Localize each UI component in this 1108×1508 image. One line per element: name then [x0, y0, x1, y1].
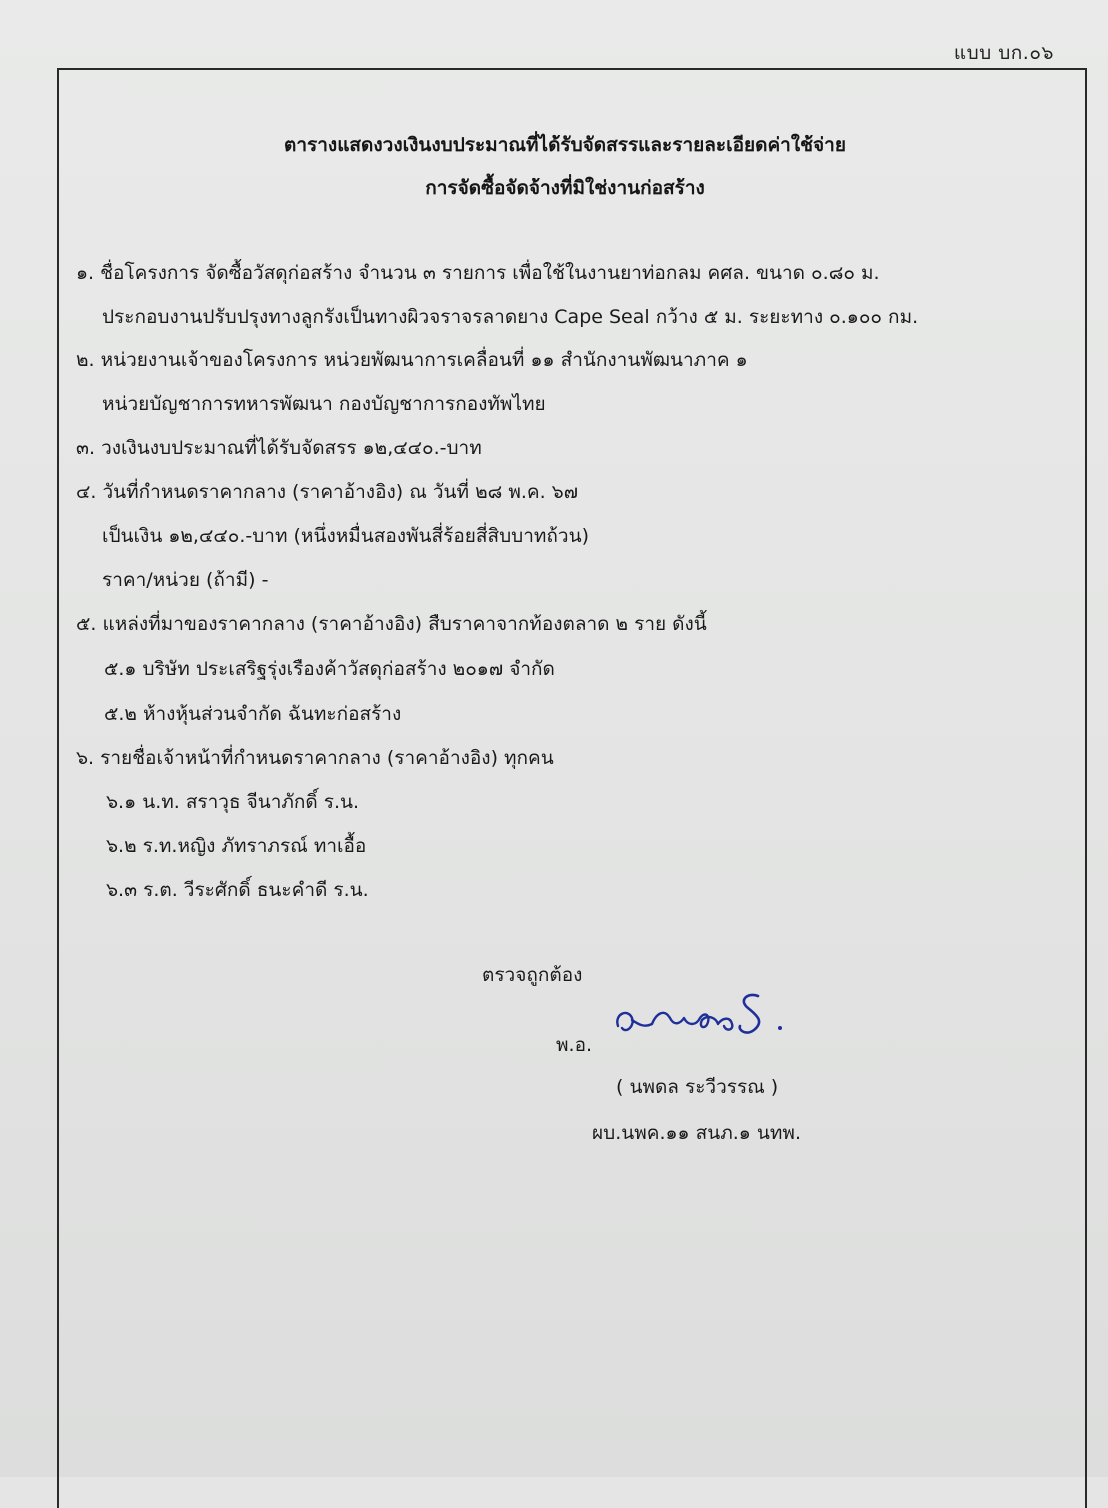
item-4-line-2: เป็นเงิน ๑๒,๔๔๐.-บาท (หนึ่งหมื่นสองพันสี่ร้อยสี่สิบบาทถ้วน) — [102, 525, 589, 547]
item-5-1: ๕.๑ บริษัท ประเสริฐรุ่งเรืองค้าวัสดุก่อสร้าง ๒๐๑๗ จำกัด — [104, 658, 555, 680]
document-title-line2: การจัดซื้อจัดจ้างที่มิใช่งานก่อสร้าง — [425, 177, 705, 199]
item-6-2: ๖.๒ ร.ท.หญิง ภัทราภรณ์ ทาเอื้อ — [106, 835, 367, 857]
item-1-line-2: ประกอบงานปรับปรุงทางลูกรังเป็นทางผิวจราจรลาดยาง Cape Seal กว้าง ๕ ม. ระยะทาง ๐.๑๐๐ กม. — [102, 306, 919, 328]
item-6-line-1: ๖. รายชื่อเจ้าหน้าที่กำหนดราคากลาง (ราคาอ้างอิง) ทุกคน — [76, 747, 554, 769]
signer-position: ผบ.นพค.๑๑ สนภ.๑ นทพ. — [592, 1122, 801, 1144]
item-2-line-1: ๒. หน่วยงานเจ้าของโครงการ หน่วยพัฒนาการเคลื่อนที่ ๑๑ สำนักงานพัฒนาภาค ๑ — [76, 349, 748, 371]
item-4-line-3: ราคา/หน่วย (ถ้ามี) - — [102, 569, 269, 591]
item-5-line-1: ๕. แหล่งที่มาของราคากลาง (ราคาอ้างอิง) สืบราคาจากท้องตลาด ๒ ราย ดังนี้ — [76, 613, 707, 635]
item-2-line-2: หน่วยบัญชาการทหารพัฒนา กองบัญชาการกองทัพไทย — [102, 393, 546, 415]
item-5-2: ๕.๒ ห้างหุ้นส่วนจำกัด ฉันทะก่อสร้าง — [104, 703, 402, 725]
document-title-line1: ตารางแสดงวงเงินงบประมาณที่ได้รับจัดสรรและรายละเอียดค่าใช้จ่าย — [284, 134, 846, 156]
signer-rank: พ.อ. — [556, 1034, 593, 1056]
verified-label: ตรวจถูกต้อง — [482, 964, 583, 986]
item-6-3: ๖.๓ ร.ต. วีระศักดิ์ ธนะคำดี ร.น. — [106, 879, 369, 901]
form-code: แบบ บก.๐๖ — [953, 42, 1054, 64]
item-3-line-1: ๓. วงเงินงบประมาณที่ได้รับจัดสรร ๑๒,๔๔๐.-บาท — [76, 437, 482, 459]
item-6-1: ๖.๑ น.ท. สราวุธ จีนาภักดิ์ ร.น. — [106, 791, 360, 813]
item-4-line-1: ๔. วันที่กำหนดราคากลาง (ราคาอ้างอิง) ณ วันที่ ๒๘ พ.ค. ๖๗ — [76, 481, 579, 503]
signer-name: ( นพดล ระวีวรรณ ) — [616, 1076, 779, 1098]
handwritten-signature — [608, 984, 798, 1054]
item-1-line-1: ๑. ชื่อโครงการ จัดซื้อวัสดุก่อสร้าง จำนวน ๓ รายการ เพื่อใช้ในงานยาท่อกลม คศล. ขนาด ๐.๘๐ ม. — [76, 262, 880, 284]
